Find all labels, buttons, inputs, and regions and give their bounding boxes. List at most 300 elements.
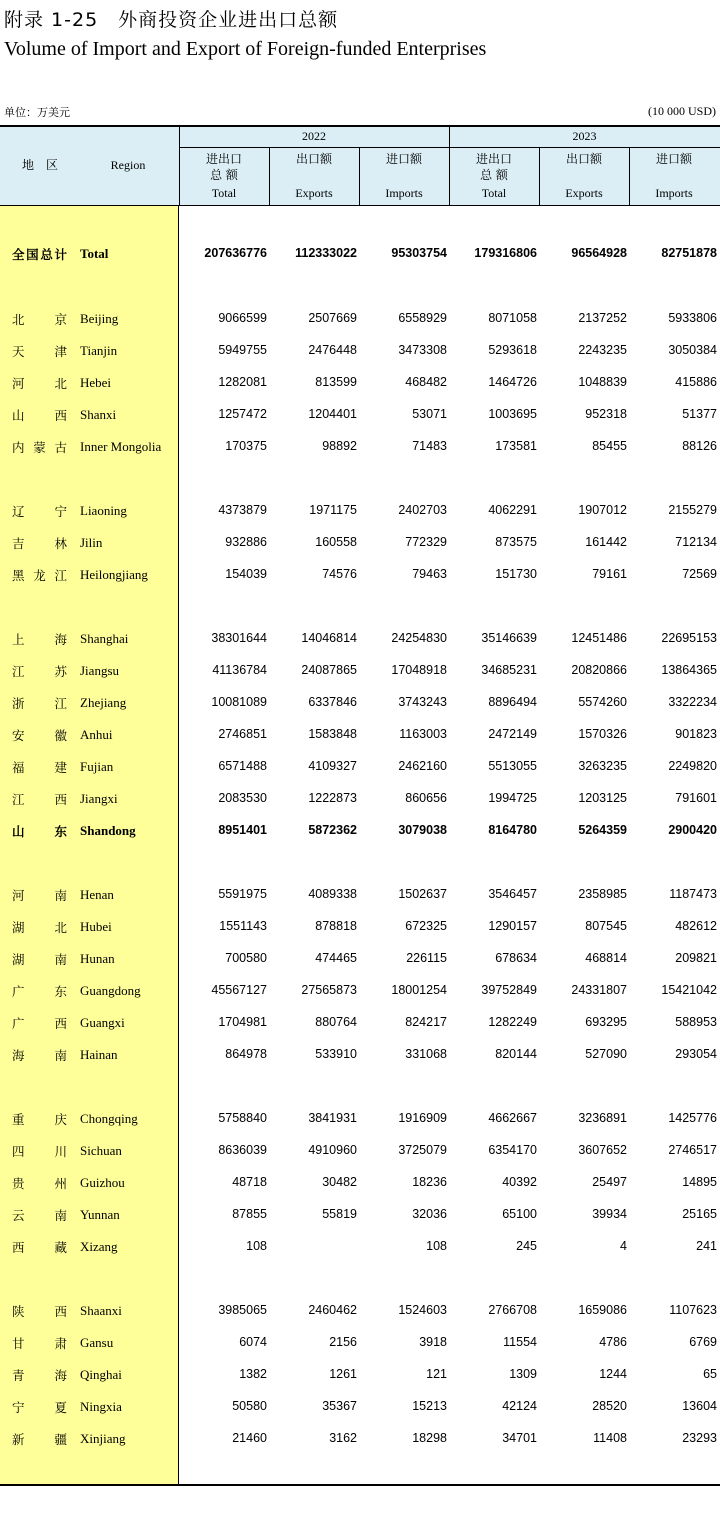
region-name-en: Fujian: [80, 759, 114, 774]
table-row: [0, 692, 720, 712]
value-cell: 121: [426, 1367, 447, 1381]
value-cell: 4: [620, 1239, 627, 1253]
region-name-cn: 北京: [12, 312, 67, 327]
value-cell: 5574260: [578, 695, 627, 709]
value-cell: 1570326: [578, 727, 627, 741]
column-header-cn: 出口额: [295, 152, 332, 166]
region-name-cn: 重庆: [12, 1112, 67, 1127]
value-cell: 79161: [592, 567, 627, 581]
value-cell: 4109327: [308, 759, 357, 773]
value-cell: 2476448: [308, 343, 357, 357]
region-name-en: Chongqing: [80, 1111, 138, 1126]
value-cell: 24087865: [301, 663, 357, 677]
value-cell: 79463: [412, 567, 447, 581]
region-name-en: Hainan: [80, 1047, 118, 1062]
value-cell: 65100: [502, 1207, 537, 1221]
column-header-en: Exports: [565, 186, 603, 200]
value-cell: 82751878: [661, 246, 717, 260]
value-cell: 5872362: [308, 823, 357, 837]
region-name-en: Anhui: [80, 727, 113, 742]
table-row: [0, 660, 720, 680]
region-name-cn: 黑龙江: [12, 568, 67, 583]
region-name-en: Beijing: [80, 311, 119, 326]
value-cell: 12451486: [571, 631, 627, 645]
table-row: [0, 1236, 720, 1256]
value-cell: 13604: [682, 1399, 717, 1413]
region-name-en: Heilongjiang: [80, 567, 148, 582]
table-row: [0, 788, 720, 808]
value-cell: 1257472: [218, 407, 267, 421]
table-row: [0, 628, 720, 648]
value-cell: 161442: [585, 535, 627, 549]
region-name-cn: 宁夏: [12, 1400, 67, 1415]
value-cell: 1282249: [488, 1015, 537, 1029]
value-cell: 3607652: [578, 1143, 627, 1157]
value-cell: 71483: [412, 439, 447, 453]
unit-label-cn: 单位：万美元: [4, 106, 70, 119]
value-cell: 95303754: [391, 246, 447, 260]
value-cell: 14046814: [301, 631, 357, 645]
region-name-en: Jiangxi: [80, 791, 118, 806]
value-cell: 50580: [232, 1399, 267, 1413]
value-cell: 8951401: [218, 823, 267, 837]
value-cell: 1994725: [488, 791, 537, 805]
region-name-en: Tianjin: [80, 343, 118, 358]
value-cell: 226115: [406, 951, 447, 965]
value-cell: 85455: [592, 439, 627, 453]
value-cell: 98892: [322, 439, 357, 453]
value-cell: 1425776: [668, 1111, 717, 1125]
region-name-cn: 四川: [12, 1144, 67, 1159]
value-cell: 53071: [412, 407, 447, 421]
value-cell: 331068: [405, 1047, 447, 1061]
column-header-en: Total: [481, 186, 507, 200]
value-cell: 3236891: [578, 1111, 627, 1125]
value-cell: 4089338: [308, 887, 357, 901]
value-cell: 15213: [412, 1399, 447, 1413]
value-cell: 2766708: [488, 1303, 537, 1317]
table-row: [0, 1012, 720, 1032]
value-cell: 2900420: [668, 823, 717, 837]
value-cell: 112333022: [295, 246, 357, 260]
value-cell: 6337846: [308, 695, 357, 709]
value-cell: 901823: [675, 727, 717, 741]
region-name-en: Yunnan: [80, 1207, 120, 1222]
value-cell: 18298: [412, 1431, 447, 1445]
value-cell: 72569: [682, 567, 717, 581]
value-cell: 1048839: [578, 375, 627, 389]
value-cell: 474465: [315, 951, 357, 965]
table-row: [0, 1428, 720, 1448]
region-name-en: Shandong: [80, 823, 136, 838]
value-cell: 34701: [502, 1431, 537, 1445]
value-cell: 3263235: [578, 759, 627, 773]
region-name-en: Shaanxi: [80, 1303, 122, 1318]
value-cell: 55819: [322, 1207, 357, 1221]
value-cell: 2358985: [578, 887, 627, 901]
region-name-cn: 全国总计: [12, 247, 67, 262]
region-name-en: Guangxi: [80, 1015, 125, 1030]
column-header-cn: 进口额: [385, 152, 422, 166]
value-cell: 293054: [675, 1047, 717, 1061]
table-row: [0, 372, 720, 392]
value-cell: 20820866: [571, 663, 627, 677]
value-cell: 24331807: [571, 983, 627, 997]
value-cell: 2746517: [668, 1143, 717, 1157]
value-cell: 170375: [225, 439, 267, 453]
region-name-en: Total: [80, 246, 109, 261]
value-cell: 1464726: [488, 375, 537, 389]
value-cell: 878818: [315, 919, 357, 933]
value-cell: 18001254: [391, 983, 447, 997]
region-name-en: Shanghai: [80, 631, 129, 646]
value-cell: 1907012: [578, 503, 627, 517]
value-cell: 1551143: [219, 919, 267, 933]
value-cell: 415886: [675, 375, 717, 389]
value-cell: 4373879: [218, 503, 267, 517]
region-name-cn: 江西: [12, 792, 67, 807]
value-cell: 48718: [232, 1175, 267, 1189]
value-cell: 860656: [405, 791, 447, 805]
value-cell: 5949755: [218, 343, 267, 357]
value-cell: 772329: [405, 535, 447, 549]
table-row: [0, 1204, 720, 1224]
value-cell: 6354170: [488, 1143, 537, 1157]
table-row: [0, 243, 720, 263]
value-cell: 3322234: [668, 695, 717, 709]
value-cell: 1222873: [308, 791, 357, 805]
table-row: [0, 564, 720, 584]
value-cell: 2243235: [578, 343, 627, 357]
region-name-en: Gansu: [80, 1335, 114, 1350]
value-cell: 712134: [675, 535, 717, 549]
region-name-cn: 浙江: [12, 696, 67, 711]
region-name-cn: 内蒙古: [12, 440, 67, 455]
region-name-cn: 吉林: [12, 536, 67, 551]
value-cell: 4910960: [308, 1143, 357, 1157]
region-name-en: Xinjiang: [80, 1431, 126, 1446]
value-cell: 17048918: [391, 663, 447, 677]
value-cell: 1163003: [399, 727, 447, 741]
value-cell: 6558929: [398, 311, 447, 325]
value-cell: 1524603: [398, 1303, 447, 1317]
value-cell: 88126: [682, 439, 717, 453]
table-row: [0, 756, 720, 776]
value-cell: 6571488: [218, 759, 267, 773]
value-cell: 38301644: [211, 631, 267, 645]
region-name-cn: 安徽: [12, 728, 67, 743]
value-cell: 3473308: [398, 343, 447, 357]
value-cell: 2462160: [398, 759, 447, 773]
value-cell: 820144: [495, 1047, 537, 1061]
table-row: [0, 532, 720, 552]
region-name-cn: 天津: [12, 344, 67, 359]
value-cell: 18236: [412, 1175, 447, 1189]
table-bottom-rule: [0, 1484, 720, 1486]
value-cell: 35146639: [481, 631, 537, 645]
value-cell: 1282081: [218, 375, 267, 389]
region-name-en: Hubei: [80, 919, 112, 934]
region-name-cn: 甘肃: [12, 1336, 67, 1351]
table-row: [0, 820, 720, 840]
value-cell: 5293618: [488, 343, 537, 357]
value-cell: 87855: [232, 1207, 267, 1221]
value-cell: 2460462: [308, 1303, 357, 1317]
value-cell: 179316806: [474, 246, 537, 260]
region-name-cn: 海南: [12, 1048, 67, 1063]
region-name-en: Xizang: [80, 1239, 118, 1254]
region-header-en: Region: [110, 158, 146, 172]
value-cell: 5933806: [668, 311, 717, 325]
region-name-cn: 西藏: [12, 1240, 67, 1255]
table-row: [0, 500, 720, 520]
value-cell: 1382: [239, 1367, 267, 1381]
column-header-en: Exports: [295, 186, 333, 200]
region-name-en: Qinghai: [80, 1367, 122, 1382]
value-cell: 13864365: [661, 663, 717, 677]
value-cell: 1916909: [398, 1111, 447, 1125]
unit-label-en: (10 000 USD): [648, 104, 716, 118]
table-row: [0, 308, 720, 328]
value-cell: 8164780: [488, 823, 537, 837]
table-row: [0, 948, 720, 968]
table-row: [0, 1140, 720, 1160]
value-cell: 4662667: [488, 1111, 537, 1125]
region-name-cn: 云南: [12, 1208, 67, 1223]
region-name-en: Hebei: [80, 375, 112, 390]
table-row: [0, 436, 720, 456]
value-cell: 1003695: [488, 407, 537, 421]
value-cell: 533910: [315, 1047, 357, 1061]
data-table: [0, 125, 720, 1486]
value-cell: 32036: [412, 1207, 447, 1221]
value-cell: 21460: [232, 1431, 267, 1445]
region-name-en: Liaoning: [80, 503, 127, 518]
value-cell: 24254830: [391, 631, 447, 645]
region-name-en: Shanxi: [80, 407, 117, 422]
value-cell: 6074: [239, 1335, 267, 1349]
table-row: [0, 1044, 720, 1064]
value-cell: 11554: [503, 1335, 537, 1349]
region-name-cn: 广西: [12, 1016, 67, 1031]
value-cell: 3841931: [308, 1111, 357, 1125]
value-cell: 8636039: [218, 1143, 267, 1157]
value-cell: 10081089: [211, 695, 267, 709]
page-title-cn: 附录 1-25 外商投资企业进出口总额: [4, 9, 339, 31]
value-cell: 39752849: [481, 983, 537, 997]
value-cell: 1244: [599, 1367, 627, 1381]
value-cell: 3162: [329, 1431, 357, 1445]
value-cell: 527090: [585, 1047, 627, 1061]
value-cell: 27565873: [301, 983, 357, 997]
value-cell: 15421042: [661, 983, 717, 997]
region-name-cn: 辽宁: [12, 504, 67, 519]
region-name-cn: 山东: [12, 824, 67, 839]
region-name-en: Inner Mongolia: [80, 439, 162, 454]
value-cell: 864978: [225, 1047, 267, 1061]
value-cell: 468482: [405, 375, 447, 389]
value-cell: 1187473: [669, 887, 717, 901]
value-cell: 791601: [675, 791, 717, 805]
value-cell: 8071058: [488, 311, 537, 325]
region-name-en: Zhejiang: [80, 695, 127, 710]
region-name-en: Sichuan: [80, 1143, 122, 1158]
region-header-cn: 地 区: [21, 158, 58, 172]
value-cell: 25165: [682, 1207, 717, 1221]
header-divider: [179, 147, 720, 148]
region-name-cn: 河南: [12, 888, 67, 903]
region-name-en: Guizhou: [80, 1175, 125, 1190]
value-cell: 6769: [689, 1335, 717, 1349]
table-row: [0, 724, 720, 744]
value-cell: 813599: [315, 375, 357, 389]
year-header-2023: 2023: [572, 129, 597, 143]
value-cell: 245: [516, 1239, 537, 1253]
column-header-cn: 进出口: [475, 152, 512, 166]
column-header-cn: 进口额: [655, 152, 692, 166]
value-cell: 1704981: [218, 1015, 267, 1029]
value-cell: 28520: [592, 1399, 627, 1413]
table-row: [0, 980, 720, 1000]
value-cell: 932886: [225, 535, 267, 549]
value-cell: 39934: [592, 1207, 627, 1221]
region-name-cn: 陕西: [12, 1304, 67, 1319]
column-header-en: Imports: [655, 186, 693, 200]
value-cell: 2155279: [668, 503, 717, 517]
value-cell: 34685231: [481, 663, 537, 677]
column-header-cn-line2: 总 额: [480, 168, 508, 182]
value-cell: 678634: [495, 951, 537, 965]
value-cell: 41136784: [212, 663, 267, 677]
value-cell: 3743243: [398, 695, 447, 709]
region-name-cn: 青海: [12, 1368, 67, 1383]
value-cell: 14895: [682, 1175, 717, 1189]
value-cell: 1107623: [669, 1303, 717, 1317]
value-cell: 2156: [329, 1335, 357, 1349]
value-cell: 3918: [419, 1335, 447, 1349]
value-cell: 3079038: [398, 823, 447, 837]
value-cell: 672325: [405, 919, 447, 933]
table-row: [0, 1300, 720, 1320]
value-cell: 3985065: [218, 1303, 267, 1317]
value-cell: 807545: [585, 919, 627, 933]
column-header-en: Total: [211, 186, 237, 200]
region-name-cn: 山西: [12, 408, 67, 423]
value-cell: 873575: [495, 535, 537, 549]
value-cell: 3725079: [398, 1143, 447, 1157]
column-header-cn: 进出口: [205, 152, 242, 166]
value-cell: 154039: [225, 567, 267, 581]
column-header-cn: 出口额: [565, 152, 602, 166]
region-name-cn: 贵州: [12, 1176, 67, 1191]
value-cell: 1203125: [578, 791, 627, 805]
value-cell: 5591975: [218, 887, 267, 901]
value-cell: 96564928: [571, 246, 627, 260]
region-name-cn: 湖北: [12, 920, 67, 935]
value-cell: 65: [703, 1367, 717, 1381]
region-name-en: Jilin: [80, 535, 103, 550]
region-name-cn: 江苏: [12, 664, 67, 679]
region-name-en: Jiangsu: [80, 663, 119, 678]
value-cell: 160558: [315, 535, 357, 549]
value-cell: 880764: [315, 1015, 357, 1029]
value-cell: 1309: [509, 1367, 537, 1381]
value-cell: 108: [426, 1239, 447, 1253]
value-cell: 2083530: [218, 791, 267, 805]
value-cell: 108: [246, 1239, 267, 1253]
page-title-en: Volume of Import and Export of Foreign-funded Enterprises: [4, 38, 487, 60]
value-cell: 35367: [322, 1399, 357, 1413]
value-cell: 241: [696, 1239, 717, 1253]
region-name-cn: 广东: [12, 984, 67, 999]
value-cell: 8896494: [488, 695, 537, 709]
table-row: [0, 884, 720, 904]
value-cell: 42124: [502, 1399, 537, 1413]
value-cell: 2249820: [668, 759, 717, 773]
value-cell: 2507669: [308, 311, 357, 325]
table-row: [0, 1108, 720, 1128]
value-cell: 3050384: [668, 343, 717, 357]
table-row: [0, 1172, 720, 1192]
value-cell: 25497: [592, 1175, 627, 1189]
value-cell: 3546457: [488, 887, 537, 901]
value-cell: 2746851: [218, 727, 267, 741]
value-cell: 40392: [502, 1175, 537, 1189]
value-cell: 693295: [585, 1015, 627, 1029]
value-cell: 74576: [322, 567, 357, 581]
region-name-cn: 福建: [12, 760, 67, 775]
value-cell: 2472149: [488, 727, 537, 741]
value-cell: 1583848: [308, 727, 357, 741]
table-row: [0, 1364, 720, 1384]
value-cell: 588953: [675, 1015, 717, 1029]
value-cell: 2402703: [398, 503, 447, 517]
value-cell: 700580: [225, 951, 267, 965]
value-cell: 23293: [682, 1431, 717, 1445]
region-name-cn: 河北: [12, 376, 67, 391]
year-header-2022: 2022: [302, 129, 326, 143]
value-cell: 151730: [495, 567, 537, 581]
value-cell: 207636776: [204, 246, 267, 260]
region-column-background: [0, 206, 179, 1486]
value-cell: 9066599: [218, 311, 267, 325]
value-cell: 1204401: [308, 407, 357, 421]
value-cell: 1502637: [398, 887, 447, 901]
value-cell: 45567127: [211, 983, 267, 997]
value-cell: 22695153: [661, 631, 717, 645]
column-header-en: Imports: [385, 186, 423, 200]
value-cell: 51377: [682, 407, 717, 421]
value-cell: 1659086: [578, 1303, 627, 1317]
value-cell: 2137252: [578, 311, 627, 325]
region-name-en: Ningxia: [80, 1399, 122, 1414]
region-name-en: Guangdong: [80, 983, 141, 998]
value-cell: 11408: [593, 1431, 627, 1445]
value-cell: 5513055: [488, 759, 537, 773]
value-cell: 4786: [599, 1335, 627, 1349]
value-cell: 30482: [322, 1175, 357, 1189]
region-name-cn: 上海: [12, 632, 67, 647]
table-row: [0, 340, 720, 360]
value-cell: 173581: [495, 439, 537, 453]
value-cell: 5264359: [578, 823, 627, 837]
column-header-cn-line2: 总 额: [210, 168, 238, 182]
region-name-en: Henan: [80, 887, 114, 902]
table-row: [0, 1332, 720, 1352]
region-name-en: Hunan: [80, 951, 115, 966]
value-cell: 824217: [405, 1015, 447, 1029]
table-row: [0, 1396, 720, 1416]
